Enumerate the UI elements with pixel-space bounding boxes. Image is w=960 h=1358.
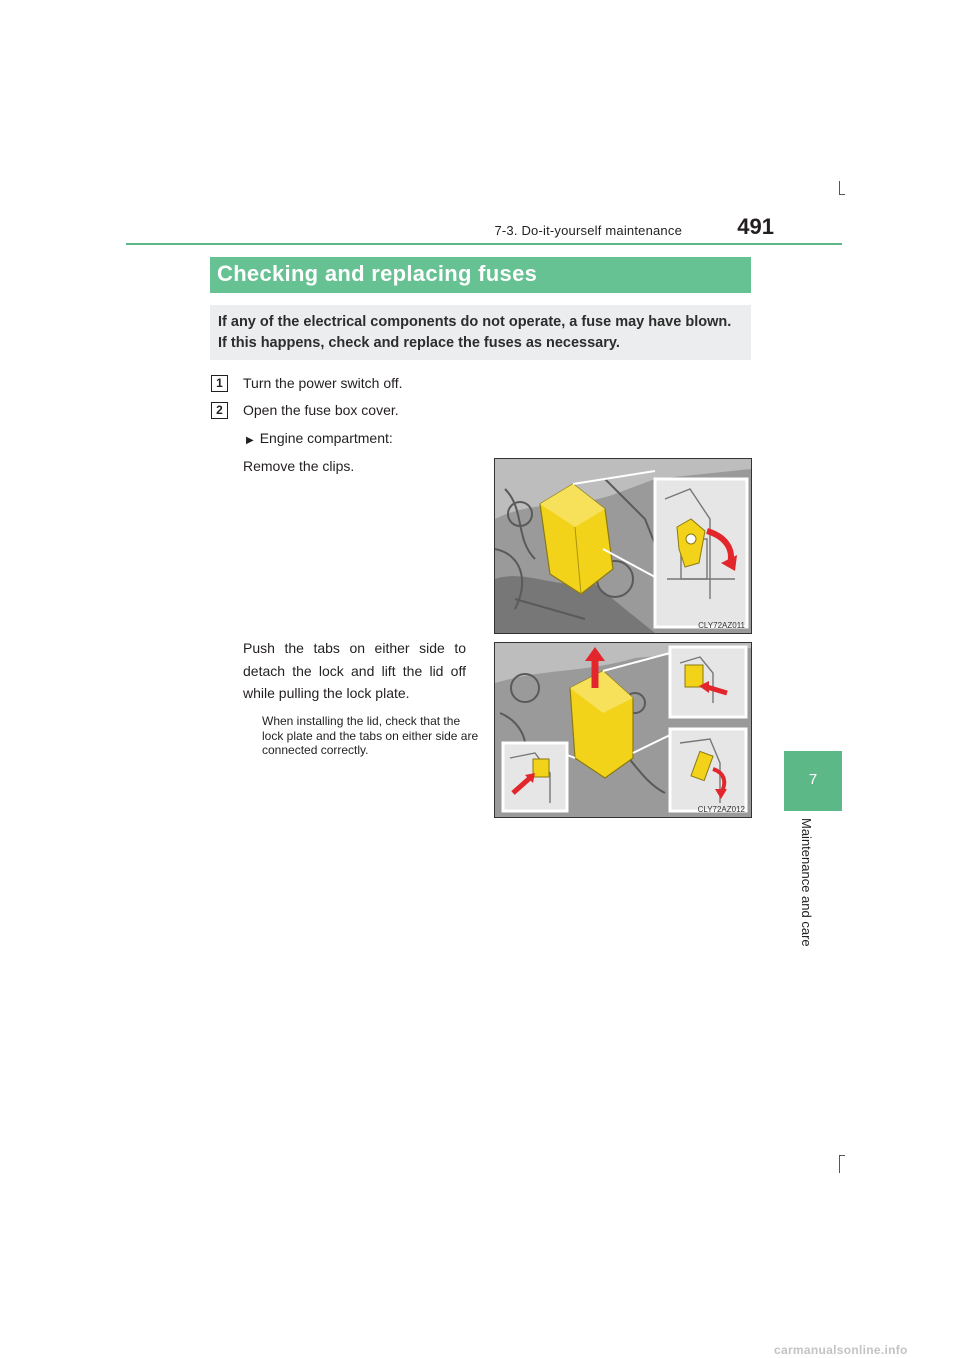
figure-code-1: CLY72AZ011 bbox=[698, 621, 745, 630]
crop-mark-bottom bbox=[839, 1155, 840, 1173]
running-header bbox=[126, 214, 842, 244]
crop-mark-top bbox=[839, 181, 840, 195]
chapter-number: 7 bbox=[808, 771, 818, 788]
remove-clips-text: Remove the clips. bbox=[243, 458, 355, 474]
chapter-label-text: Maintenance and care bbox=[799, 818, 814, 947]
section-label: 7-3. Do-it-yourself maintenance bbox=[494, 223, 682, 238]
chapter-tab[interactable] bbox=[784, 751, 842, 811]
engine-compartment-item bbox=[246, 430, 393, 446]
intro-text: If any of the electrical components do not operate, a fuse may have blown. If this happens, check and replace the fuses as necessary. bbox=[218, 314, 732, 351]
step-number-2: 2 bbox=[211, 402, 228, 419]
section-title: Checking and replacing fuses bbox=[217, 261, 538, 286]
install-note: When installing the lid, check that the lock plate and the tabs on either side are connected correctly. bbox=[262, 714, 479, 757]
push-tabs-text: Push the tabs on either side to detach the lock and lift the lid off while pulling the lock plate. bbox=[243, 640, 466, 701]
engine-bay-illustration bbox=[495, 459, 751, 633]
step-1-text: Turn the power switch off. bbox=[243, 375, 403, 391]
header-rule bbox=[126, 243, 842, 245]
step-number-1: 1 bbox=[211, 375, 228, 392]
intro-box bbox=[210, 305, 751, 360]
triangle-bullet-icon: ▶ bbox=[246, 435, 254, 446]
footer-watermark[interactable]: carmanualsonline.info bbox=[774, 1343, 908, 1357]
engine-compartment-heading: Engine compartment: bbox=[259, 430, 393, 446]
chapter-label bbox=[799, 818, 823, 968]
page-number: 491 bbox=[737, 214, 774, 239]
step-2-text: Open the fuse box cover. bbox=[243, 402, 399, 418]
figure-detach-lock bbox=[494, 642, 752, 818]
engine-bay-illustration-2 bbox=[495, 643, 751, 817]
figure-code-2: CLY72AZ012 bbox=[697, 805, 745, 814]
section-title-bar bbox=[210, 257, 751, 293]
figure-remove-clips bbox=[494, 458, 752, 634]
